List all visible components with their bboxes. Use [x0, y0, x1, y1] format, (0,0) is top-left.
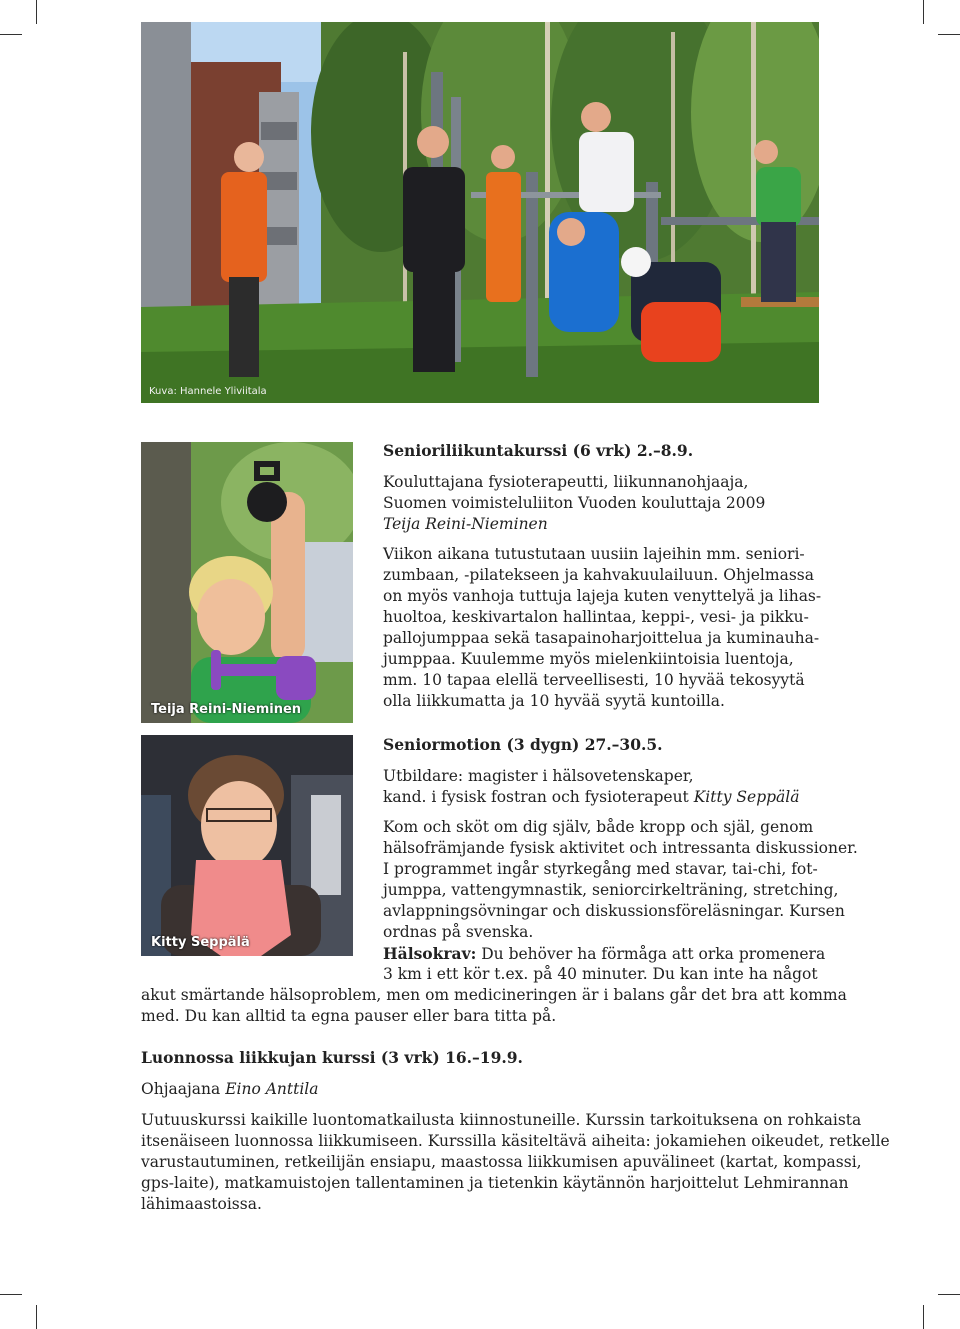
course2-body-line: hälsofrämjande fysisk aktivitet och intressanta diskussioner. — [383, 839, 858, 857]
crop-mark — [938, 1294, 960, 1295]
course3-body-line: gps-laite), matkamuistojen tallentaminen ja tietenkin käytännön harjoittelut Lehmirannan — [141, 1174, 849, 1192]
course1-trainer-name: Teija Reini-Nieminen — [383, 515, 548, 533]
crop-mark — [923, 1305, 924, 1329]
teija-caption: Teija Reini-Nieminen — [151, 702, 302, 717]
course3-body-line: Uutuuskurssi kaikille luontomatkailusta kiinnostuneille. Kurssin tarkoituksena on rohkaista — [141, 1111, 862, 1129]
course2-health-label: Hälsokrav: — [383, 944, 477, 963]
kitty-photo — [141, 735, 353, 956]
course2-health-line1 — [383, 943, 825, 965]
course2-health-line4: med. Du kan alltid ta egna pauser eller bara titta på. — [141, 1007, 557, 1025]
course2-trainer-line2 — [383, 787, 799, 808]
course2-heading: Seniormotion (3 dygn) 27.–30.5. — [383, 735, 663, 754]
course2-body-line: avlappningsövningar och diskussionsföreläsningar. Kursen — [383, 902, 845, 920]
course1-trainer-line1: Kouluttajana fysioterapeutti, liikunnanohjaaja, — [383, 473, 749, 491]
course2-body-line: jumppa, vattengymnastik, seniorcirkelträning, stretching, — [383, 881, 839, 899]
course2-trainer-line1: Utbildare: magister i hälsovetenskaper, — [383, 767, 694, 785]
course1-body-line: pallojumppaa sekä tasapainoharjoittelua ja kuminauha- — [383, 629, 820, 647]
course3-trainer-prefix: Ohjaajana — [141, 1080, 226, 1098]
course3-body-line: lähimaastoissa. — [141, 1195, 262, 1213]
course2-trainer-prefix: kand. i fysisk fostran och fysioterapeut — [383, 788, 694, 806]
crop-mark — [36, 0, 37, 24]
group-exercise-photo — [141, 22, 819, 403]
course3-body-line: itsenäiseen luonnossa liikkumiseen. Kurssilla käsiteltävä aiheita: jokamiehen oikeudet, retkelle — [141, 1132, 890, 1150]
course2-health-line3: akut smärtande hälsoproblem, men om medicineringen är i balans går det bra att komma — [141, 986, 847, 1004]
crop-mark — [923, 0, 924, 24]
course3-heading: Luonnossa liikkujan kurssi (3 vrk) 16.–19.9. — [141, 1048, 523, 1067]
course1-body-line: zumbaan, -pilatekseen ja kahvakuulailuun. Ohjelmassa — [383, 566, 814, 584]
kitty-caption: Kitty Seppälä — [151, 935, 250, 950]
crop-mark — [938, 34, 960, 35]
crop-mark — [0, 1294, 22, 1295]
course2-health-text: Du behöver ha förmåga att orka promenera — [476, 945, 826, 963]
course3-trainer — [141, 1079, 319, 1100]
course3-trainer-name: Eino Anttila — [225, 1080, 319, 1098]
teija-photo — [141, 442, 353, 723]
course1-body-line: mm. 10 tapaa elellä terveellisesti, 10 hyvää tekosyytä — [383, 671, 805, 689]
course2-body-line: I programmet ingår styrkegång med stavar, tai-chi, fot- — [383, 860, 818, 878]
crop-mark — [36, 1305, 37, 1329]
course1-body-line: jumppaa. Kuulemme myös mielenkiintoisia luentoja, — [383, 650, 794, 668]
course1-body-line: olla liikkumatta ja 10 hyvää syytä kuntoilla. — [383, 692, 725, 710]
course2-body-line: ordnas på svenska. — [383, 923, 534, 941]
crop-mark — [0, 34, 22, 35]
course1-body-line: on myös vanhoja tuttuja lajeja kuten venyttelyä ja lihas- — [383, 587, 822, 605]
course2-health-line2: 3 km i ett kör t.ex. på 40 minuter. Du kan inte ha något — [383, 965, 818, 983]
course1-body-line: huoltoa, keskivartalon hallintaa, keppi-, vesi- ja pikku- — [383, 608, 809, 626]
course2-trainer-name: Kitty Seppälä — [693, 788, 800, 806]
course1-body-line: Viikon aikana tutustutaan uusiin lajeihin mm. seniori- — [383, 545, 805, 563]
course2-body-line: Kom och sköt om dig själv, både kropp och själ, genom — [383, 818, 814, 836]
course1-heading: Senioriliikuntakurssi (6 vrk) 2.–8.9. — [383, 441, 694, 460]
photo-credit: Kuva: Hannele Yliviitala — [149, 386, 267, 397]
course3-body-line: varustautuminen, retkeilijän ensiapu, maastossa liikkumisen apuvälineet (kartat, kompassi, — [141, 1153, 862, 1171]
course1-trainer-line2: Suomen voimisteluliiton Vuoden kouluttaja 2009 — [383, 494, 766, 512]
